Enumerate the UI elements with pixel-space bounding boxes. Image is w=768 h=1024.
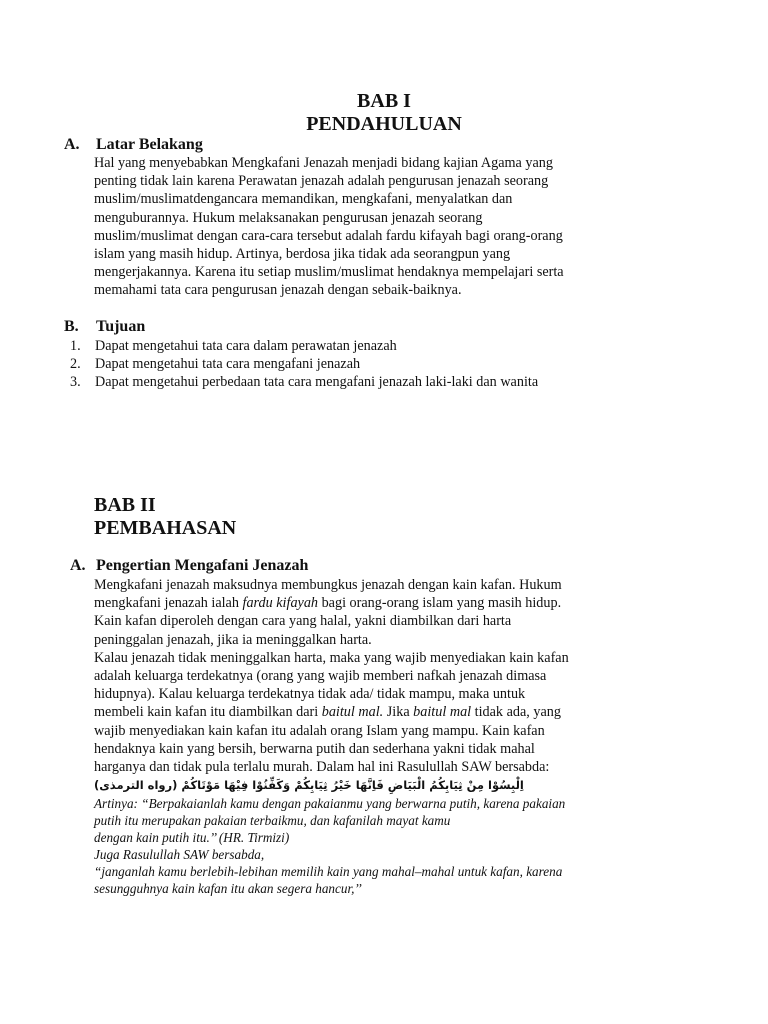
paragraph-line: Hal yang menyebabkan Mengkafani Jenazah menjadi bidang kajian Agama yang — [94, 155, 553, 171]
paragraph-line: penting tidak lain karena Perawatan jenazah adalah pengurusan jenazah seorang — [94, 173, 549, 190]
text-run: tidak ada, yang — [471, 704, 561, 721]
chapter-subtitle: PEMBAHASAN — [94, 517, 237, 539]
italic-line: “janganlah kamu berlebih-lebihan memilih kain yang mahal–mahal untuk kafan, karena — [94, 864, 563, 879]
paragraph-line: adalah keluarga terdekatnya (orang yang wajib memberi nafkah jenazah dimasa — [94, 668, 547, 685]
italic-line: putih itu merupakan pakaian terbaikmu, dan kafanilah mayat kamu — [94, 813, 451, 828]
section-heading-text: Latar Belakang — [96, 136, 203, 153]
italic-term: fardu kifayah — [242, 595, 319, 612]
chapter-title: BAB I — [357, 90, 411, 112]
paragraph-line: Mengkafani jenazah maksudnya membungkus jenazah dengan kain kafan. Hukum — [94, 577, 562, 593]
section-heading-text: Tujuan — [96, 318, 146, 335]
italic-line: Artinya: “Berpakaianlah kamu dengan pakaianmu yang berwarna putih, karena pakaian — [94, 796, 566, 811]
paragraph-line: hendaknya kain yang bersih, berwarna putih dan sederhana yakni tidak mahal — [94, 740, 535, 757]
list-text: Dapat mengetahui tata cara dalam perawatan jenazah — [95, 338, 397, 354]
text-run: bagi orang-orang islam yang masih hidup. — [318, 595, 562, 612]
section-heading-pengertian — [70, 556, 308, 576]
italic-term: baitul mal — [413, 704, 472, 721]
paragraph-line: menguburannya. Hukum melaksanakan pengurusan jenazah seorang — [94, 209, 483, 226]
section-letter: A. — [70, 557, 86, 574]
paragraph-line: muslim/muslimat dengan cara-cara tersebut adalah fardu kifayah bagi orang-orang — [94, 227, 563, 244]
paragraph-line: hidupnya). Kalau keluarga terdekatnya tidak ada/ tidak mampu, maka untuk — [94, 686, 526, 703]
list-number: 2. — [70, 356, 81, 373]
italic-line: dengan kain putih itu.’’ (HR. Tirmizi) — [94, 830, 290, 845]
paragraph-line: Kain kafan diperoleh dengan cara yang halal, yakni diambilkan dari harta — [94, 613, 512, 630]
hadith-translation — [94, 795, 565, 897]
paragraph-line — [94, 594, 684, 612]
list-text: Dapat mengetahui perbedaan tata cara mengafani jenazah laki-laki dan wanita — [95, 374, 539, 391]
text-run: Jika — [383, 704, 414, 721]
section-heading-latar-belakang — [64, 135, 203, 155]
arabic-hadith: اِلْبِسُوْا مِنْ ثِيَابِكُمُ الْبَيَاضِ فَاِنَّهَا خَيْرُ ثِيَابِكُمْ وَكَفِّنُوْا فِيْهَا مَوْتَاكُمْ (رواه الترمذى) — [94, 778, 524, 792]
italic-term: baitul mal. — [321, 704, 384, 721]
chapter-title: BAB II — [94, 494, 156, 516]
pengertian-paragraph — [94, 576, 684, 776]
list-item — [70, 373, 538, 391]
list-number: 3. — [70, 374, 81, 391]
paragraph-line: muslim/muslimatdengancara memandikan, mengkafani, menyalatkan dan — [94, 191, 513, 208]
italic-line: Juga Rasulullah SAW bersabda, — [94, 847, 265, 862]
paragraph-line: islam yang masih hidup. Artinya, berdosa jika tidak ada seorangpun yang — [94, 246, 511, 263]
list-item — [70, 337, 538, 355]
latar-belakang-paragraph — [94, 154, 684, 300]
paragraph-line: harganya dan tidak pula terlalu murah. Dalam hal ini Rasulullah SAW bersabda: — [94, 759, 550, 776]
tujuan-list — [70, 337, 538, 392]
section-letter: B. — [64, 318, 79, 335]
paragraph-line: memahami tata cara pengurusan jenazah dengan sebaik-baiknya. — [94, 282, 462, 299]
list-text: Dapat mengetahui tata cara mengafani jenazah — [95, 356, 361, 373]
text-run: mengkafani jenazah ialah — [94, 595, 243, 612]
paragraph-line: Kalau jenazah tidak meninggalkan harta, maka yang wajib menyediakan kain kafan — [94, 649, 569, 666]
list-number: 1. — [70, 338, 81, 354]
chapter-subtitle: PENDAHULUAN — [306, 113, 462, 135]
paragraph-line: peninggalan jenazah, jika ia meninggalkan harta. — [94, 631, 372, 648]
list-item — [70, 355, 538, 373]
section-letter: A. — [64, 136, 80, 153]
section-heading-text: Pengertian Mengafani Jenazah — [96, 557, 309, 574]
italic-line: sesungguhnya kain kafan itu akan segera hancur,’’ — [94, 881, 362, 896]
paragraph-line — [94, 703, 684, 721]
paragraph-line: mengerjakannya. Karena itu setiap muslim/muslimat hendaknya mempelajari serta — [94, 264, 564, 281]
paragraph-line: wajib menyediakan kain kafan itu adalah orang Islam yang mampu. Kain kafan — [94, 722, 545, 739]
section-heading-tujuan — [64, 317, 145, 337]
text-run: membeli kain kafan itu diambilkan dari — [94, 704, 322, 721]
